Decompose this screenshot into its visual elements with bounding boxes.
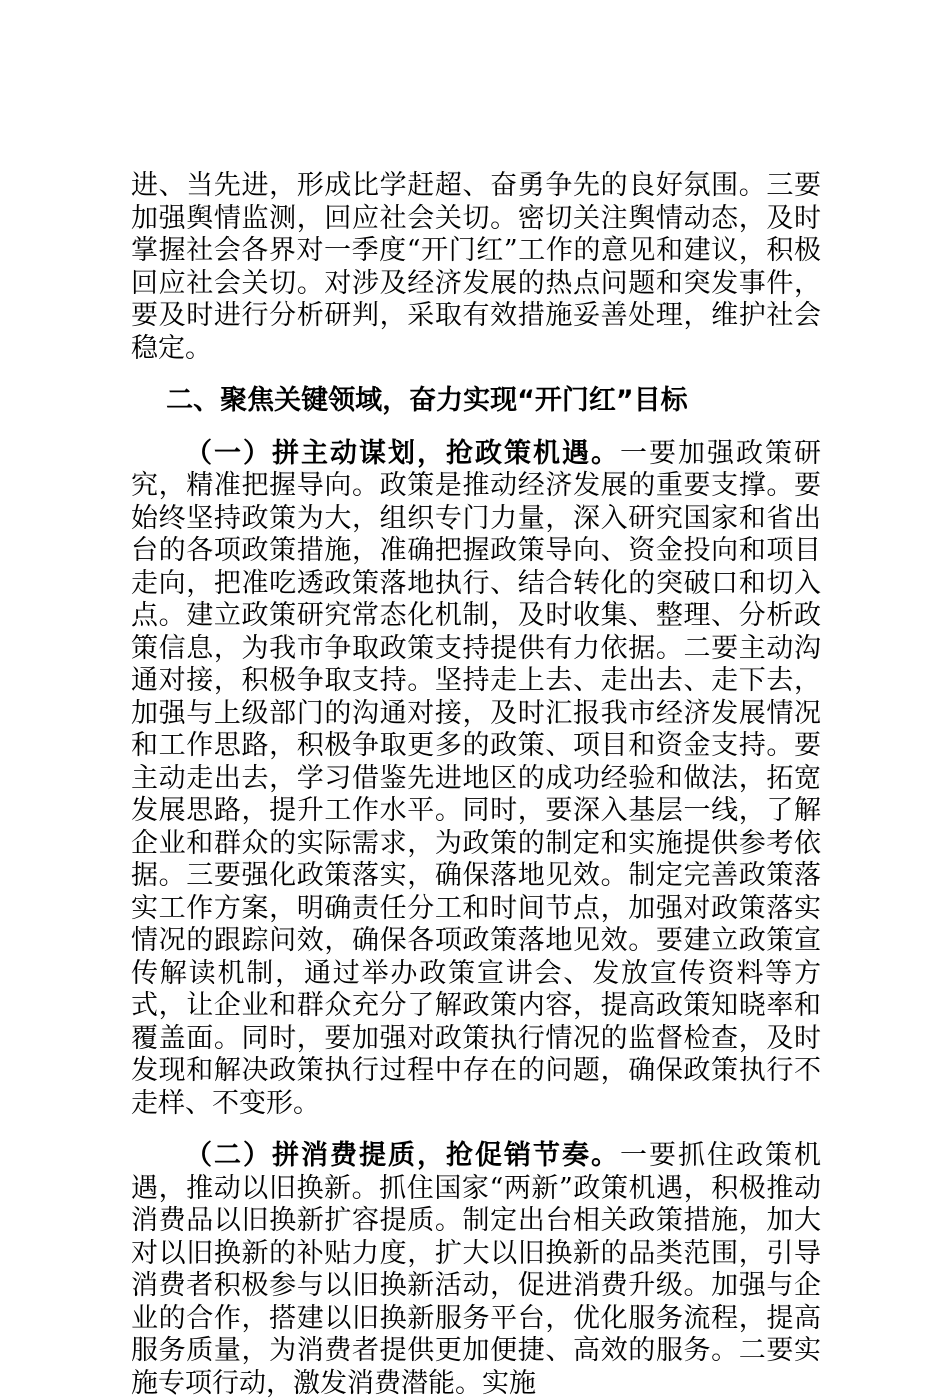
item-1-lead: （一）拼主动谋划，抢政策机遇。 <box>185 437 620 469</box>
document-body <box>131 170 821 1400</box>
item-2-body: 一要抓住政策机遇，推动以旧换新。抓住国家“两新”政策机遇，积极推动消费品以旧换新扩容提质。制定出台相关政策措施，加大对以旧换新的补贴力度，扩大以旧换新的品类范围，引导消费者积极参与以旧换新活动，促进消费升级。加强与企业的合作，搭建以旧换新服务平台，优化服务流程，提高服务质量，为消费者提供更加便捷、高效的服务。二要实施专项行动，激发消费潜能。实施 <box>131 1140 821 1399</box>
paragraph-item-2 <box>131 1140 821 1400</box>
paragraph-item-1 <box>131 438 821 1121</box>
item-2-lead: （二）拼消费提质，抢促销节奏。 <box>185 1140 620 1171</box>
item-1-body: 一要加强政策研究，精准把握导向。政策是推动经济发展的重要支撑。要始终坚持政策为大，组织专门力量，深入研究国家和省出台的各项政策措施，准确把握政策导向、资金投向和项目走向，把准吃透政策落地执行、结合转化的突破口和切入点。建立政策研究常态化机制，及时收集、整理、分析政策信息，为我市争取政策支持提供有力依据。二要主动沟通对接，积极争取支持。坚持走上去、走出去、走下去，加强与上级部门的沟通对接，及时汇报我市经济发展情况和工作思路，积极争取更多的政策、项目和资金支持。要主动走出去，学习借鉴先进地区的成功经验和做法，拓宽发展思路，提升工作水平。同时，要深入基层一线，了解企业和群众的实际需求，为政策的制定和实施提供参考依据。三要强化政策落实，确保落地见效。制定完善政策落实工作方案，明确责任分工和时间节点，加强对政策落实情况的跟踪问效，确保各项政策落地见效。要建立政策宣传解读机制，通过举办政策宣讲会、发放宣传资料等方式，让企业和群众充分了解政策内容，提高政策知晓率和覆盖面。同时，要加强对政策执行情况的监督检查，及时发现和解决政策执行过程中存在的问题，确保政策执行不走样、不变形。 <box>131 437 821 1119</box>
section-heading: 二、聚焦关键领域，奋力实现“开门红”目标 <box>166 385 688 416</box>
paragraph-intro: 进、当先进，形成比学赶超、奋勇争先的良好氛围。三要加强舆情监测，回应社会关切。密切关注舆情动态，及时掌握社会各界对一季度“开门红”工作的意见和建议，积极回应社会关切。对涉及经济发展的热点问题和突发事件，要及时进行分析研判，采取有效措施妥善处理，维护社会稳定。 <box>131 170 821 364</box>
